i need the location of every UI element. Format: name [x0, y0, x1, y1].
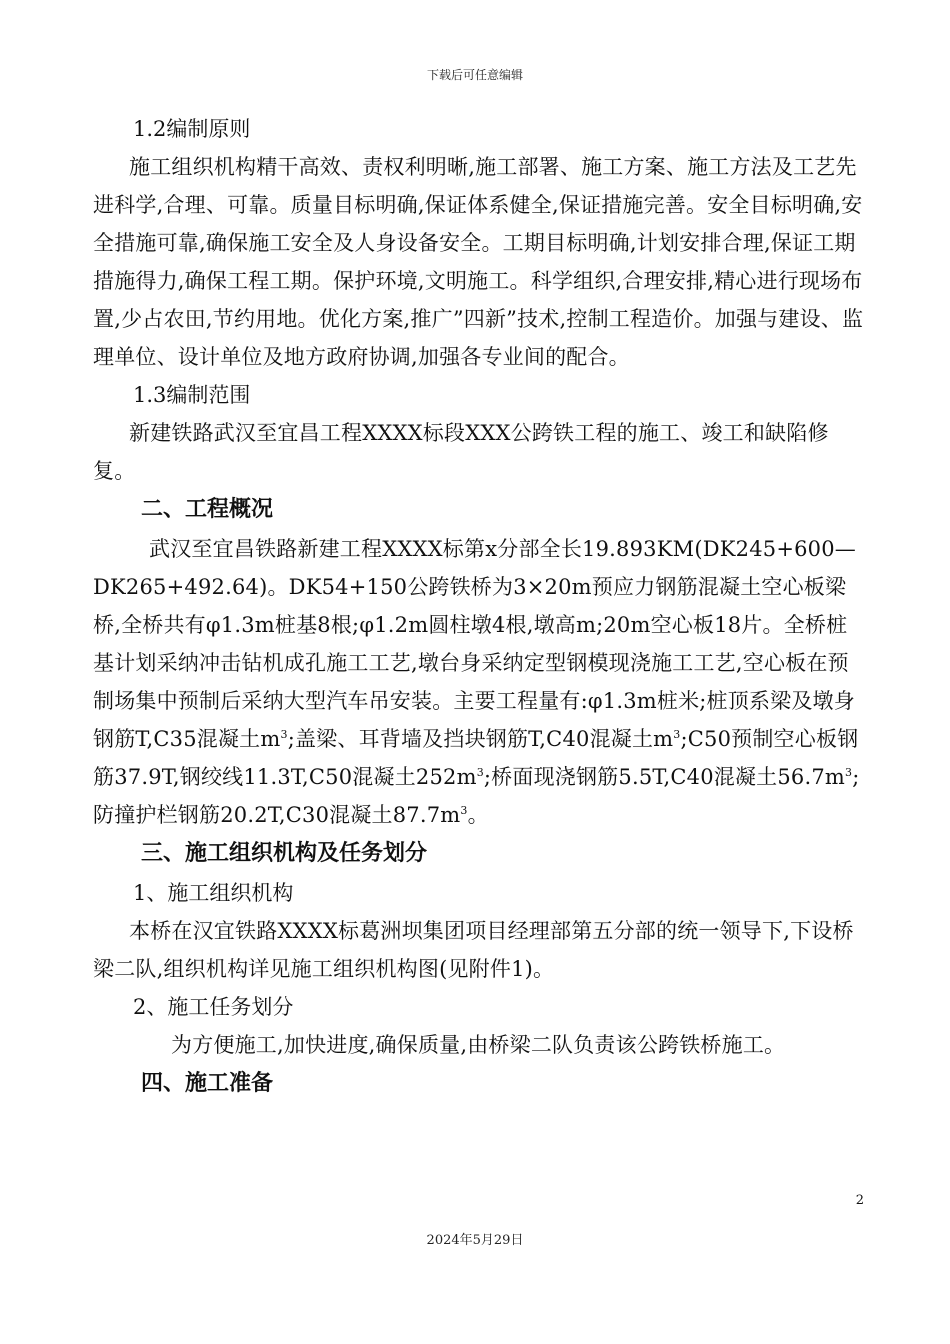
section-3-sub2-title: 2、施工任务划分 [133, 995, 294, 1019]
section-3-sub1-title: 1、施工组织机构 [133, 881, 294, 905]
section-3-sub2-body: 为方便施工,加快进度,确保质量,由桥梁二队负责该公跨铁桥施工。 [171, 1033, 786, 1057]
section-2-text-1: 武汉至宜昌铁路新建工程XXXX标第x分部全长19.893KM(DK245+600—DK265+492.64)。DK54+150公跨铁桥为3×20m预应力钢筋混凝土空心板梁桥,全桥共有φ1.3m桩基8根;φ1.2m圆柱墩4根,墩高m;20m空心板18片。全桥桩基计划采纳冲击钻机成孔施工工艺,墩台身采纳定型钢模现浇施工工艺,空心板在预制场集中预制后采纳大型汽车吊安装。主要工程量有:φ1.3m桩米;桩顶系梁及墩身钢筋T,C35混凝土m [93, 537, 856, 751]
section-2-text-4: ;桥面现浇钢筋5.5T,C40混凝土56.7m [483, 765, 846, 789]
section-1-2-body: 施工组织机构精干高效、责权利明晰,施工部署、施工方案、施工方法及工艺先进科学,合理、可靠。质量目标明确,保证体系健全,保证措施完善。安全目标明确,安全措施可靠,确保施工安全及人身设备安全。工期目标明确,计划安排合理,保证工期措施得力,确保工程工期。保护环境,文明施工。科学组织,合理安排,精心进行现场布置,少占农田,节约用地。优化方案,推广”四新”技术,控制工程造价。加强与建设、监理单位、设计单位及地方政府协调,加强各专业间的配合。 [93, 155, 864, 369]
page-number: 2 [855, 1193, 864, 1208]
section-2-text-3: ;C50预制空心板钢筋37.9T,钢绞线11.3T,C50混凝土252m [93, 727, 859, 789]
superscript: 3 [845, 766, 853, 779]
superscript: 3 [476, 766, 484, 779]
section-2-text-5: ;防撞护栏钢筋20.2T,C30混凝土87.7m [93, 765, 860, 827]
page-header: 下载后可任意编辑 [426, 68, 523, 82]
section-2-title: 二、工程概况 [141, 497, 274, 522]
superscript: 3 [460, 804, 468, 817]
section-1-3-title: 1.3编制范围 [133, 383, 251, 407]
section-4-title: 四、施工准备 [141, 1071, 274, 1096]
superscript: 3 [280, 728, 288, 741]
section-2-text-end: 。 [467, 803, 489, 827]
section-1-3-body: 新建铁路武汉至宜昌工程XXXX标段XXX公跨铁工程的施工、竣工和缺陷修复。 [93, 421, 829, 483]
section-1-2-title: 1.2编制原则 [133, 117, 251, 141]
page-footer-date: 2024年5月29日 [426, 1233, 524, 1248]
section-2-body [93, 530, 868, 834]
superscript: 3 [673, 728, 681, 741]
section-2-text-2: ;盖梁、耳背墙及挡块钢筋T,C40混凝土m [287, 727, 674, 751]
section-3-title: 三、施工组织机构及任务划分 [141, 841, 428, 866]
document-body [93, 110, 868, 1104]
section-3-sub1-body: 本桥在汉宜铁路XXXX标葛洲坝集团项目经理部第五分部的统一领导下,下设桥梁二队,组织机构详见施工组织机构图(见附件1)。 [93, 919, 854, 981]
